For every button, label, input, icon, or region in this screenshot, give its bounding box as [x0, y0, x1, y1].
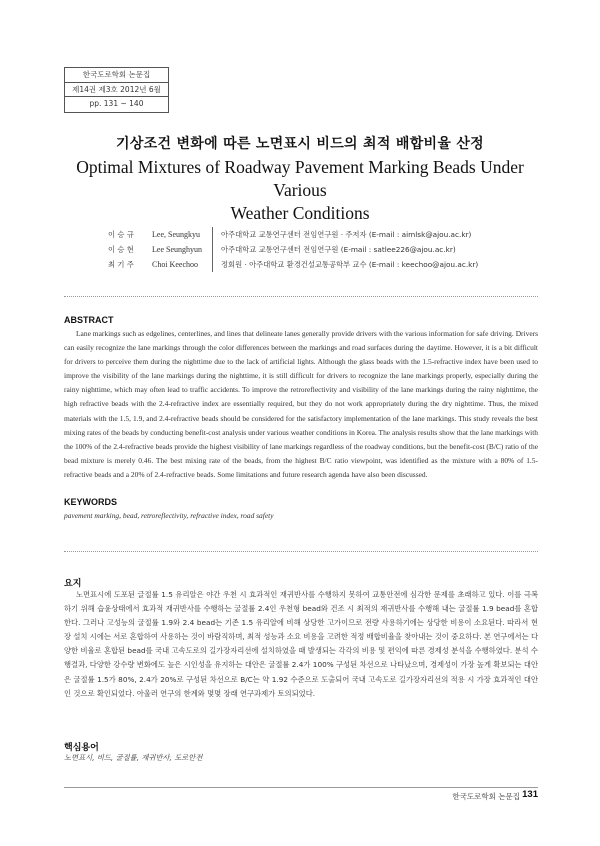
section-divider — [64, 551, 538, 552]
author-name-english: Lee Seunghyun — [152, 245, 202, 254]
abstract-heading: ABSTRACT — [64, 315, 114, 325]
journal-name: 한국도로학회 논문집 — [65, 68, 168, 83]
korean-abstract-heading: 요지 — [64, 579, 82, 589]
author-row — [108, 257, 478, 272]
author-name-korean: 이 승 규 — [108, 230, 134, 239]
journal-pages: pp. 131 ~ 140 — [89, 99, 144, 108]
korean-abstract-text: 노면표시에 도포된 글절률 1.5 유리알은 야간 우천 시 효과적인 재귀반사를 수행하지 못하여 교통안전에 심각한 문제를 초래하고 있다. 이를 극복하기 위해 습윤상태에서 효과적 재귀반사를 수행하는 굴절률 2.4인 우천형 bead와 건조 시 최적의 재귀반사를 수행해 내는 굴절률 1.9 bead를 혼합한다. 그러나 고성능의 굴절률 1.9와 2.4 bead는 기존 1.5 유리알에 비해 상당한 고가이므로 전량 사용하기에는 상당한 비용이 소요된다. 따라서 현장 설치 시에는 서로 혼합하여 사용하는 것이 바람직하며, 최적 성능과 소요 비용을 고려한 적정 배합비율을 찾아내는 것이 중요하다. 본 연구에서는 다양한 비율로 혼합된 bead를 국내 고속도로의 길가장자리선에 설치하였을 때 발생되는 각각의 비용 및 편익에 따른 경제성 분석을 수행하였다. 분석 수행결과, 다양한 강수량 변화에도 높은 시인성을 유지하는 대안은 굴절률 2.4가 100% 구성된 차선으로 나타났으며, 경제성이 가장 높게 확보되는 대안은 굴절률 1.5가 80%, 2.4가 20%로 구성된 차선으로 B/C는 약 1.92 수준으로 도출되어 국내 고속도로 길가장자리선의 적용 시 가장 효과적인 대안인 것으로 확인되었다. 아울러 연구의 한계와 몇몇 장래 연구과제가 토의되었다. — [64, 590, 538, 698]
korean-keywords-text: 노면표시, 비드, 굴절률, 재귀반사, 도로안전 — [64, 753, 203, 762]
footer-journal-name: 한국도로학회 논문집 — [452, 792, 520, 801]
section-divider — [64, 296, 538, 297]
title-english — [70, 156, 530, 225]
author-affiliation: 정회원 · 아주대학교 환경건설교통공학부 교수 (E-mail : keechoo@ajou.ac.kr) — [221, 260, 479, 269]
author-separator — [212, 227, 213, 242]
author-name-korean: 최 기 주 — [108, 260, 134, 269]
footer-rule — [64, 787, 538, 788]
author-separator — [212, 257, 213, 272]
author-name-english: Choi Keechoo — [152, 260, 198, 269]
author-name-korean: 이 승 현 — [108, 245, 134, 254]
keywords-text: pavement marking, bead, retroreflectivity, refractive index, road safety — [64, 511, 274, 520]
author-row — [108, 242, 478, 257]
page-number: 131 — [522, 789, 538, 800]
author-affiliation: 아주대학교 교통연구센터 전임연구원 · 주저자 (E-mail : aimlsk@ajou.ac.kr) — [221, 230, 472, 239]
journal-info-box — [64, 67, 169, 113]
author-list — [108, 227, 478, 272]
title-english-line1: Optimal Mixtures of Roadway Pavement Marking Beads Under Various — [76, 157, 524, 200]
abstract-text: Lane markings such as edgelines, centerlines, and lines that delineate lanes generally provide drivers with the various information for safe driving. Drivers can easily recognize the lane markings through the color differences between the markings and road surfaces during the daytime. However, it is a bit difficult for drivers to perceive them during the nighttime due to the lack of artificial lights. Although the glass beads with the 1.5-refractive index have been used to improve the visibility of the lane markings during the nighttime, it is still difficult for drivers to recognize the lane markings properly, especially during the rainy nighttime, which may often lead to traffic accidents. To improve the retroreflectivity and visibility of the lane markings during the rainy nighttime, the high refractive beads with the 2.4-refractive index are essentially required, but they do not work appropriately during the dry nighttime. Thus, the mixed materials with the 1.5, 1.9, and 2.4-refractive beads should be considered for the satisfactory implementation of the lane markings. This study reveals the best mixing rates of the beads by conducting benefit-cost analysis under various weather conditions in Korea. The analysis results show that the lane markings with the 100% of the 2.4-refractive beads provide the highest visibility of lane markings regardless of the roadway conditions, but the benefit-cost (B/C) ratio of the bead mixture is merely 0.46. The best mixing rate of the beads, from the highest B/C ratio viewpoint, was identified as the mixture with a 80% of 1.5-refractive beads and a 20% of 2.4-refractive beads. Some limitations and future research agenda have also been discussed. — [64, 329, 538, 479]
keywords-heading: KEYWORDS — [64, 497, 118, 507]
title-korean: 기상조건 변화에 따른 노면표시 비드의 최적 배합비율 산정 — [116, 136, 484, 152]
author-affiliation: 아주대학교 교통연구센터 전임연구원 (E-mail : satlee226@ajou.ac.kr) — [221, 245, 456, 254]
author-row — [108, 227, 478, 242]
author-separator — [212, 242, 213, 257]
title-english-line2: Weather Conditions — [230, 203, 370, 223]
journal-volume: 제14권 제3호 2012년 6월 — [65, 83, 168, 98]
author-name-english: Lee, Seungkyu — [152, 230, 200, 239]
korean-keywords-heading: 핵심용어 — [64, 743, 99, 753]
